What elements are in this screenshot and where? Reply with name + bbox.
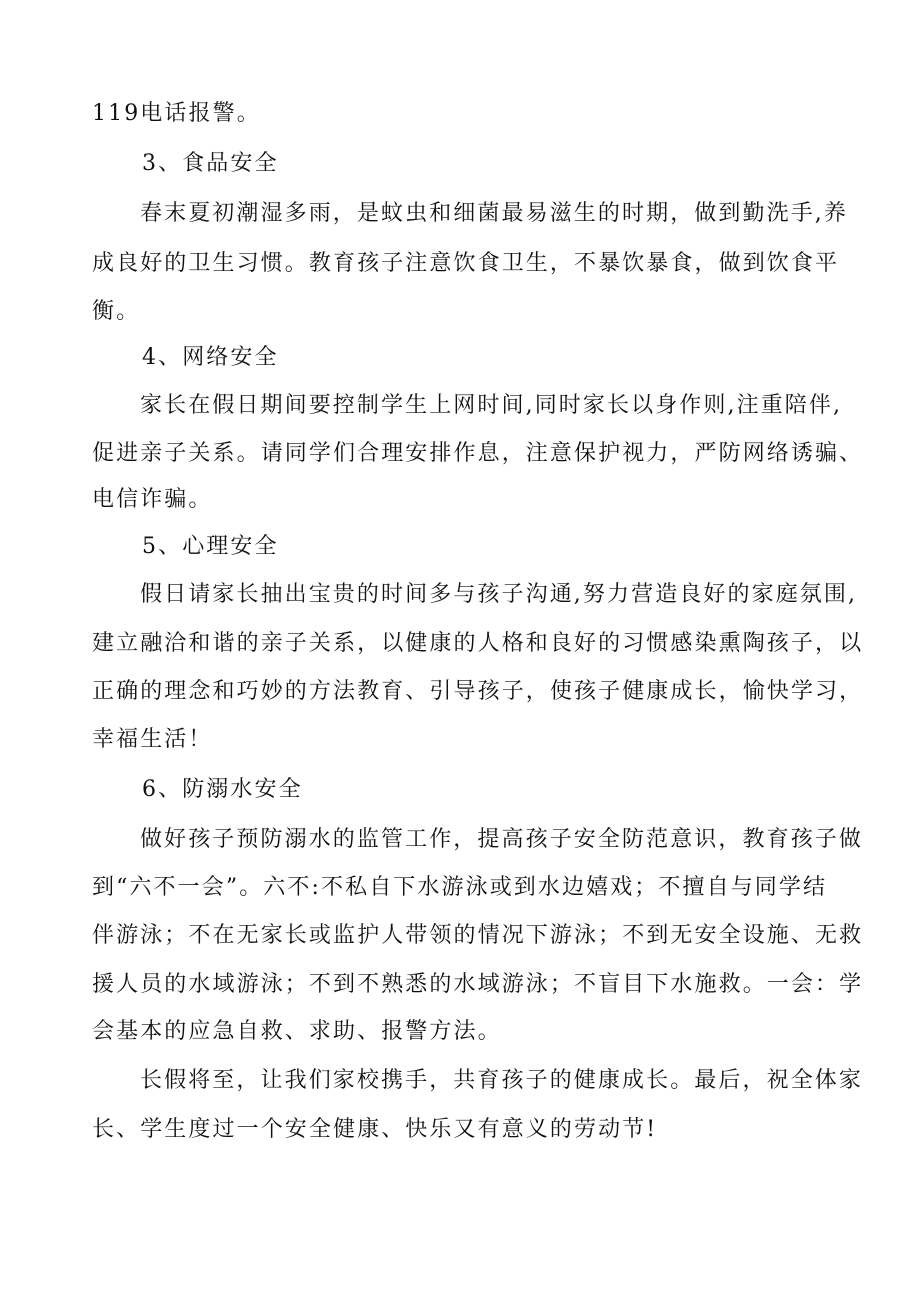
body-text-line: 伴游泳；不在无家长或监护人带领的情况下游泳；不到无安全设施、无救 [92, 923, 864, 948]
body-text-line: 会基本的应急自救、求助、报警方法。 [92, 1019, 502, 1044]
body-text-line: 建立融洽和谐的亲子关系，以健康的人格和良好的习惯感染熏陶孩子，以 [92, 631, 864, 656]
body-text-line: 幸福生活！ [92, 727, 213, 752]
section-heading-mental-safety: 5、心理安全 [142, 534, 279, 559]
closing-text-line: 长、学生度过一个安全健康、快乐又有意义的劳动节! [92, 1117, 658, 1142]
body-text-line: 春末夏初潮湿多雨，是蚊虫和细菌最易滋生的时期，做到勤洗手,养 [140, 201, 848, 226]
body-text-line: 到“六不一会”。六不:不私自下水游泳或到水边嬉戏；不擅自与同学结 [92, 875, 828, 900]
body-text-line: 成良好的卫生习惯。教育孩子注意饮食卫生，不暴饮暴食，做到饮食平 [92, 251, 840, 276]
section-heading-drowning-safety: 6、防溺水安全 [142, 777, 303, 802]
body-text-line: 正确的理念和巧妙的方法教育、引导孩子，使孩子健康成长，愉快学习， [92, 679, 864, 704]
body-text-line: 做好孩子预防溺水的监管工作，提高孩子安全防范意识，教育孩子做 [140, 827, 864, 852]
body-text-line: 援人员的水域游泳；不到不熟悉的水域游泳；不盲目下水施救。一会：学 [92, 972, 864, 997]
section-heading-food-safety: 3、食品安全 [142, 151, 279, 176]
section-heading-network-safety: 4、网络安全 [142, 345, 279, 370]
body-text-line: 衡。 [92, 299, 141, 324]
body-text-line: 119电话报警。 [92, 101, 261, 126]
body-text-line: 电信诈骗。 [92, 487, 213, 512]
closing-text-line: 长假将至，让我们家校携手，共育孩子的健康成长。最后，祝全体家 [140, 1068, 864, 1093]
body-text-line: 家长在假日期间要控制学生上网时间,同时家长以身作则,注重陪伴, [140, 393, 843, 418]
body-text-line: 促进亲子关系。请同学们合理安排作息，注意保护视力，严防网络诱骗、 [92, 441, 864, 466]
body-text-line: 假日请家长抽出宝贵的时间多与孩子沟通,努力营造良好的家庭氛围, [140, 582, 858, 607]
